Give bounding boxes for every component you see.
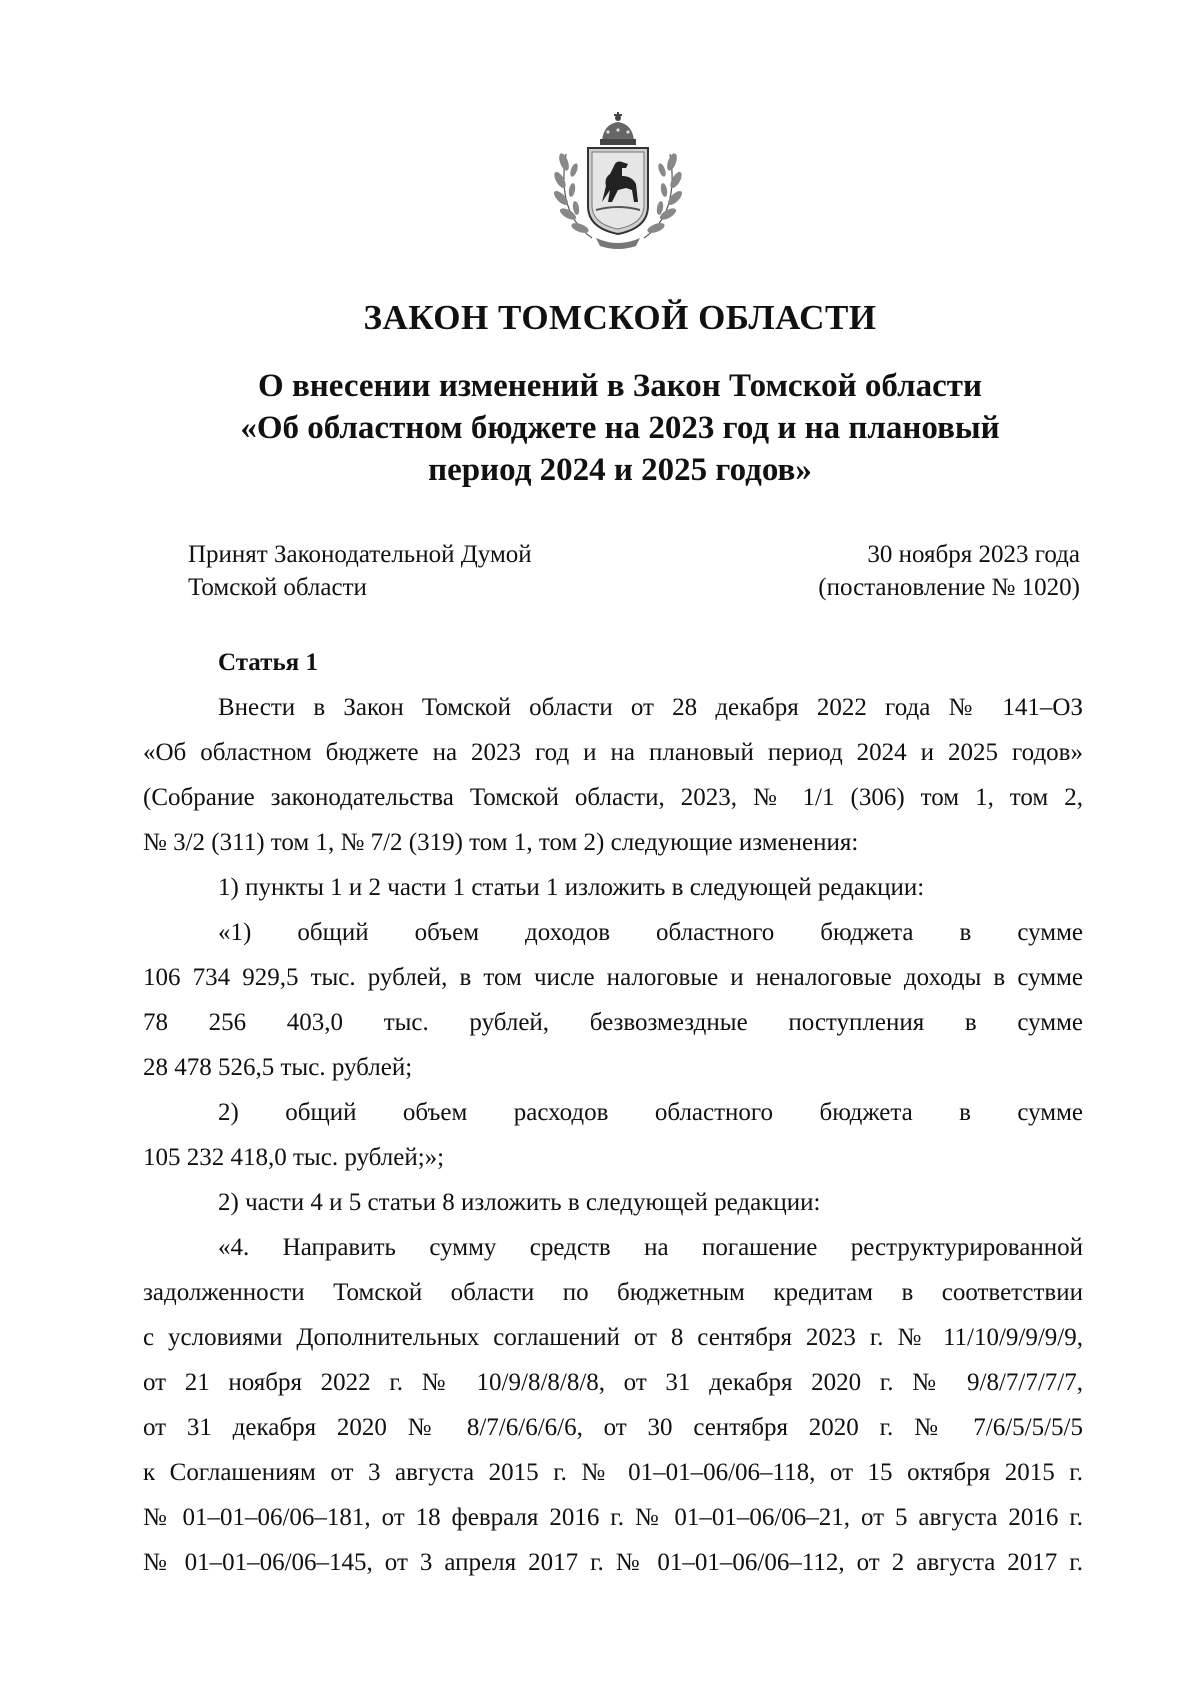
law-subtitle-line: О внесении изменений в Закон Томской области [258,368,982,404]
law-subtitle-line: «Об областном бюджете на 2023 год и на плановый [240,410,1000,446]
adoption-date [780,538,1080,604]
body-line: от 21 ноября 2022 г. № 10/9/8/8/8/8, от 31 декабря 2020 г. № 9/8/7/7/7/7, [143,1369,1083,1396]
body-line: «1) общий объем доходов областного бюджета в сумме [218,919,1083,946]
adoption-resolution-line: (постановление № 1020) [818,574,1080,601]
body-line: 2) части 4 и 5 статьи 8 изложить в следующей редакции: [218,1189,821,1216]
law-subtitle-line: период 2024 и 2025 годов» [428,452,812,488]
body-line: к Соглашениям от 3 августа 2015 г. № 01–01–06/06–118, от 15 октября 2015 г. [143,1459,1083,1486]
article-heading: Статья 1 [218,649,318,676]
body-line: 1) пункты 1 и 2 части 1 статьи 1 изложить в следующей редакции: [218,874,925,901]
body-line: 105 232 418,0 тыс. рублей;»; [143,1144,445,1171]
body-line: 106 734 929,5 тыс. рублей, в том числе налоговые и неналоговые доходы в сумме [143,964,1083,991]
body-line: от 31 декабря 2020 № 8/7/6/6/6/6, от 30 сентября 2020 г. № 7/6/5/5/5/5 [143,1414,1083,1441]
adopted-by-line: Томской области [188,574,367,601]
body-line: № 01–01–06/06–181, от 18 февраля 2016 г. № 01–01–06/06–21, от 5 августа 2016 г. [143,1504,1083,1531]
coat-of-arms-icon [552,110,684,250]
body-line: с условиями Дополнительных соглашений от 8 сентября 2023 г. № 11/10/9/9/9/9, [143,1324,1083,1351]
body-line: 2) общий объем расходов областного бюджета в сумме [218,1099,1083,1126]
law-subtitle [180,365,1060,491]
body-line: (Собрание законодательства Томской области, 2023, № 1/1 (306) том 1, том 2, [143,784,1083,811]
adopted-by-line: Принят Законодательной Думой [188,541,532,568]
adopted-by [188,538,532,604]
body-line: «4. Направить сумму средств на погашение реструктурированной [218,1234,1083,1261]
body-line: № 01–01–06/06–145, от 3 апреля 2017 г. № 01–01–06/06–112, от 2 августа 2017 г. [143,1549,1083,1576]
body-line: 28 478 526,5 тыс. рублей; [143,1054,413,1081]
body-line: Внести в Закон Томской области от 28 декабря 2022 года № 141–ОЗ [218,694,1083,721]
law-title: ЗАКОН ТОМСКОЙ ОБЛАСТИ [363,298,877,337]
body-line: № 3/2 (311) том 1, № 7/2 (319) том 1, том 2) следующие изменения: [143,829,859,856]
body-line: «Об областном бюджете на 2023 год и на плановый период 2024 и 2025 годов» [143,739,1083,766]
adoption-date-line: 30 ноября 2023 года [867,541,1080,568]
body-line: 78 256 403,0 тыс. рублей, безвозмездные поступления в сумме [143,1009,1083,1036]
body-line: задолженности Томской области по бюджетным кредитам в соответствии [143,1279,1083,1306]
article-body [143,640,1083,1585]
